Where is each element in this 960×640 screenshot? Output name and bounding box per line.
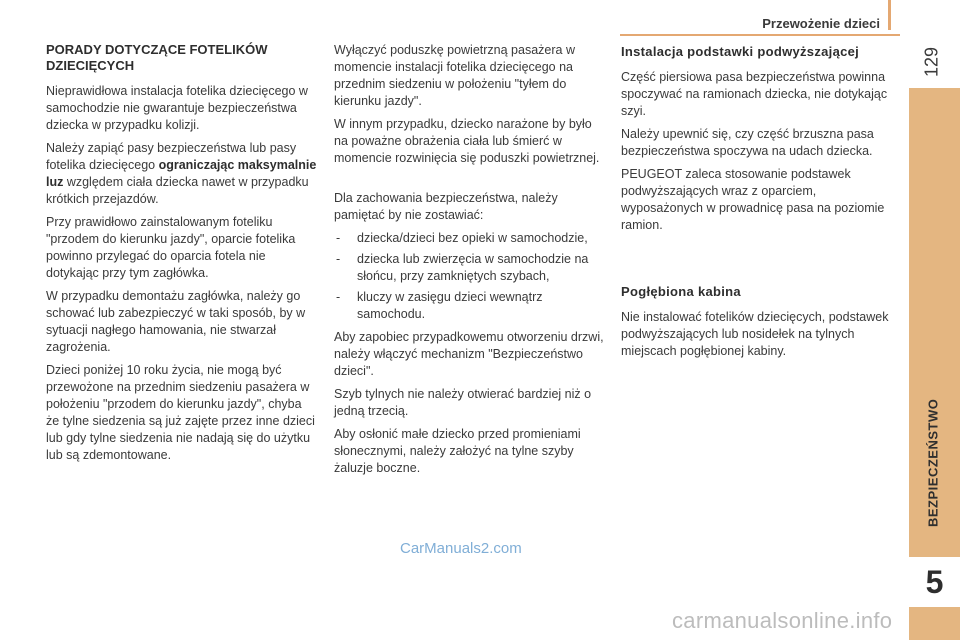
paragraph: Nieprawidłowa instalacja fotelika dziecięcego w samochodzie nie gwarantuje bezpieczeństwa dziecka w przypadku kolizji. — [46, 84, 308, 132]
section-header-title: Przewożenie dzieci — [762, 16, 880, 31]
watermark-carmanualsonline: carmanualsonline.info — [672, 608, 893, 633]
paragraph: Wyłączyć poduszkę powietrzną pasażera w momencie instalacji fotelika dziecięcego na przednim siedzeniu w położeniu "tyłem do kierunku jazdy". — [334, 43, 575, 108]
paragraph: PEUGEOT zaleca stosowanie podstawek podwyższających wraz z oparciem, wyposażonych w prowadnicę pasa na poziomie ramion. — [621, 167, 885, 232]
paragraph-text: Należy zapiąć pasy bezpieczeństwa lub pasy fotelika dziecięcego — [46, 141, 297, 172]
do-not-leave-list — [334, 230, 606, 323]
paragraph: Aby zapobiec przypadkowemu otworzeniu drzwi, należy włączyć mechanizm "Bezpieczeństwo dzieci". — [334, 330, 604, 378]
paragraph: Aby osłonić małe dziecko przed promieniami słonecznymi, należy założyć na tylne szyby żaluzje boczne. — [334, 427, 581, 475]
paragraph-text: względem ciała dziecka nawet w przypadku krótkich przejazdów. — [46, 175, 309, 206]
list-dash: - — [336, 231, 341, 245]
paragraph: Dla zachowania bezpieczeństwa, należy pamiętać by nie zostawiać: — [334, 191, 558, 222]
page-number: 129 — [921, 46, 942, 78]
list-item-text: dziecka/dzieci bez opieki w samochodzie, — [357, 231, 588, 245]
header-accent-tick — [888, 0, 891, 30]
heading-extended-cab: Pogłębiona kabina — [621, 284, 741, 299]
spacer — [621, 240, 891, 284]
list-dash: - — [336, 290, 341, 304]
paragraph: Część piersiowa pasa bezpieczeństwa powinna spoczywać na ramionach dziecka, nie dotykając szyi. — [621, 70, 888, 118]
column-right — [621, 44, 891, 366]
chapter-number: 5 — [909, 557, 960, 607]
paragraph: Przy prawidłowo zainstalowanym foteliku "przodem do kierunku jazdy", oparcie fotelika powinno przylegać do oparcia fotela nie dotykając przy tym zagłówka. — [46, 215, 296, 280]
column-middle — [334, 42, 606, 483]
paragraph: Dzieci poniżej 10 roku życia, nie mogą być przewożone na przednim siedzeniu pasażera w położeniu "przodem do kierunku jazdy", chyba że tylne siedzenia są już zajęte przez inne dzieci lub gdy tylne siedzenia nie nadają się do użytku lub są zdemontowane. — [46, 363, 315, 462]
list-item-text: kluczy w zasięgu dzieci wewnątrz samochodu. — [357, 290, 543, 321]
list-item-text: dziecka lub zwierzęcia w samochodzie na słońcu, przy zamkniętych szybach, — [357, 252, 589, 283]
heading-booster-installation: Instalacja podstawki podwyższającej — [621, 44, 860, 59]
column-left — [46, 42, 318, 470]
watermark-carmanuals2: CarManuals2.com — [400, 540, 522, 557]
chapter-side-label: BEZPIECZEŃSTWO — [925, 398, 941, 528]
paragraph: W przypadku demontażu zagłówka, należy go schować lub zabezpieczyć w taki sposób, by w sytuacji nagłego hamowania, nie stwarzał zagrożenia. — [46, 289, 306, 354]
spacer — [334, 173, 606, 190]
header-divider — [620, 34, 900, 36]
heading-child-seat-advice: PORADY DOTYCZĄCE FOTELIKÓW DZIECIĘCYCH — [46, 42, 268, 73]
list-item — [334, 289, 606, 323]
paragraph: Nie instalować fotelików dziecięcych, podstawek podwyższających lub nosidełek na tylnych miejscach pogłębionej kabiny. — [621, 310, 889, 358]
paragraph — [46, 140, 318, 208]
list-item — [334, 251, 606, 285]
list-dash: - — [336, 252, 341, 266]
emphasis-text: ograniczając maksymalnie luz — [46, 158, 317, 189]
paragraph: Szyb tylnych nie należy otwierać bardziej niż o jedną trzecią. — [334, 387, 592, 418]
paragraph: Należy upewnić się, czy część brzuszna pasa bezpieczeństwa spoczywa na udach dziecka. — [621, 127, 874, 158]
paragraph: W innym przypadku, dziecko narażone by było na poważne obrażenia ciała lub śmierć w momencie rozwinięcia się poduszki powietrznej. — [334, 117, 600, 165]
list-item — [334, 230, 606, 247]
